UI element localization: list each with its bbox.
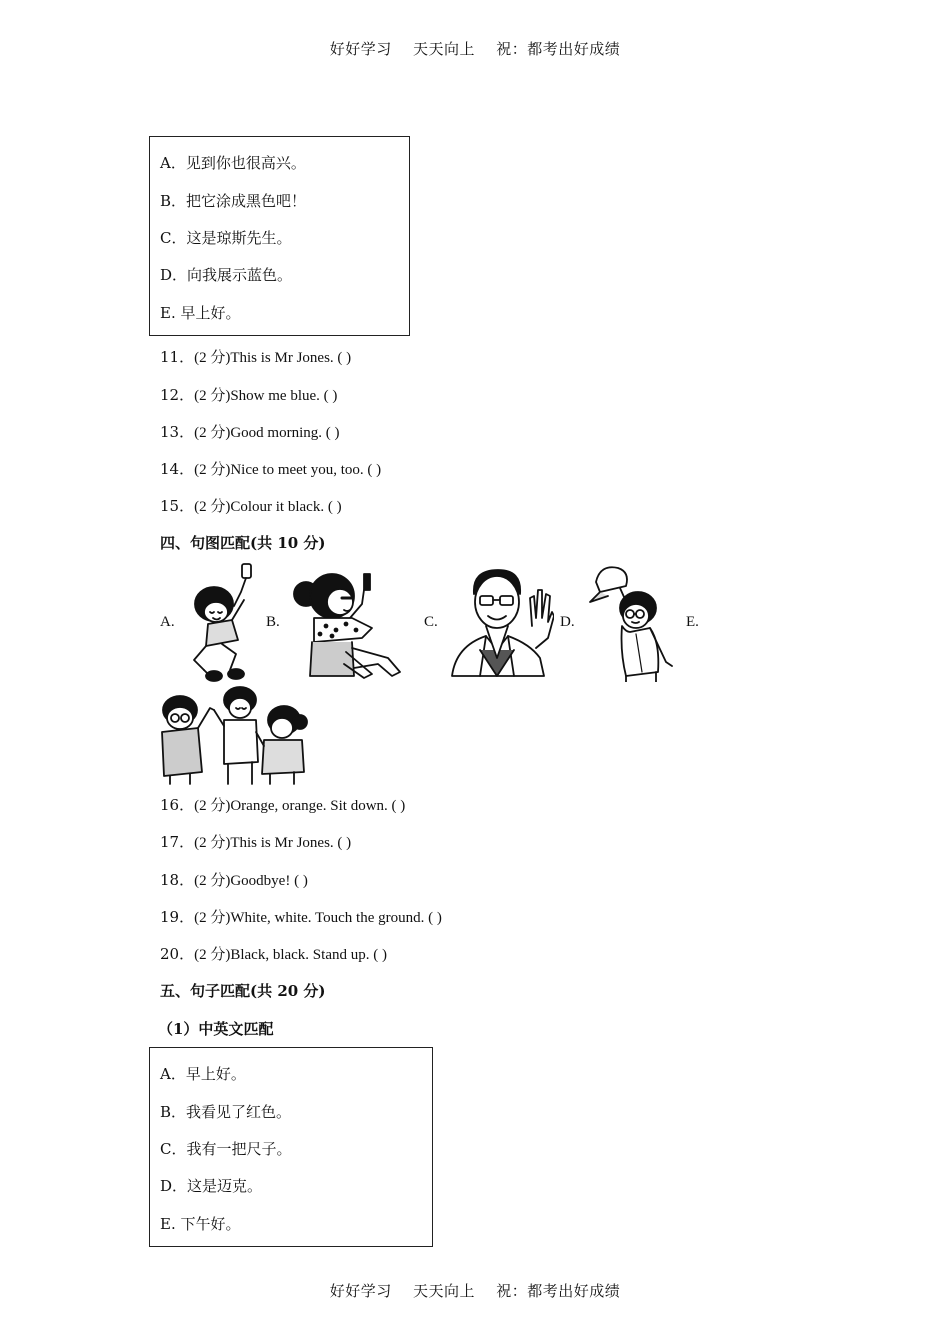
- question-number: 11．: [160, 348, 195, 366]
- option-b: B．把它涂成黑色吧！: [160, 192, 307, 210]
- options-box-2: [149, 1047, 433, 1247]
- question-text: (2 分)Nice to meet you, too. ( ): [194, 462, 382, 478]
- question-text: (2 分)Orange, orange. Sit down. ( ): [194, 798, 406, 814]
- question-text: (2 分)Black, black. Stand up. ( ): [194, 947, 387, 963]
- question-number: 14．: [160, 460, 195, 478]
- girl-lipstick-icon: [292, 568, 406, 680]
- footer-part: 天天向上: [412, 1282, 475, 1300]
- question-number: 13．: [160, 423, 195, 441]
- option-b: B．我看见了红色。: [160, 1103, 292, 1121]
- section-4-title: 四、句图匹配(共 10 分): [160, 534, 326, 552]
- question-number: 12．: [160, 386, 195, 404]
- page-header: [0, 38, 950, 59]
- picture-label-a: A.: [160, 614, 175, 630]
- option-e: E. 早上好。: [160, 304, 241, 322]
- header-part: 天天向上: [412, 40, 475, 58]
- question-text: (2 分)Good morning. ( ): [194, 425, 340, 441]
- option-a: A．早上好。: [160, 1065, 246, 1083]
- question-text: (2 分)Goodbye! ( ): [194, 873, 308, 889]
- question-12: [160, 384, 337, 405]
- question-number: 16．: [160, 796, 195, 814]
- question-20: [160, 943, 387, 964]
- header-part: 祝：都考出好成绩: [496, 40, 621, 58]
- question-number: 19．: [160, 908, 195, 926]
- question-number: 15．: [160, 497, 195, 515]
- question-13: [160, 421, 340, 442]
- header-part: 好好学习: [329, 40, 392, 58]
- question-17: [160, 831, 351, 852]
- question-text: (2 分)This is Mr Jones. ( ): [194, 835, 352, 851]
- question-text: (2 分)Show me blue. ( ): [194, 388, 338, 404]
- picture-label-d: D.: [560, 614, 575, 630]
- question-19: [160, 906, 442, 927]
- question-number: 17．: [160, 833, 195, 851]
- girl-phone-icon: [186, 562, 260, 684]
- picture-label-e: E.: [686, 614, 699, 630]
- page-footer: [0, 1280, 950, 1301]
- question-16: [160, 794, 405, 815]
- kids-group-icon: [158, 686, 308, 786]
- question-15: [160, 495, 342, 516]
- section-5-title: 五、句子匹配(共 20 分): [160, 982, 326, 1000]
- option-c: C．我有一把尺子。: [160, 1140, 292, 1158]
- section-5-subtitle: （1）中英文匹配: [158, 1020, 274, 1038]
- man-waving-icon: [450, 566, 554, 678]
- option-c: C．这是琼斯先生。: [160, 229, 292, 247]
- footer-part: 祝：都考出好成绩: [496, 1282, 621, 1300]
- option-e: E. 下午好。: [160, 1215, 241, 1233]
- picture-label-b: B.: [266, 614, 280, 630]
- question-text: (2 分)Colour it black. ( ): [194, 499, 342, 515]
- question-18: [160, 869, 308, 890]
- picture-label-c: C.: [424, 614, 438, 630]
- question-text: (2 分)This is Mr Jones. ( ): [194, 350, 352, 366]
- option-d: D．这是迈克。: [160, 1177, 263, 1195]
- question-text: (2 分)White, white. Touch the ground. ( ): [194, 910, 442, 926]
- question-number: 18．: [160, 871, 195, 889]
- question-14: [160, 458, 381, 479]
- question-11: [160, 346, 351, 367]
- option-d: D．向我展示蓝色。: [160, 266, 293, 284]
- options-box-1: [149, 136, 410, 336]
- footer-part: 好好学习: [329, 1282, 392, 1300]
- option-a: A．见到你也很高兴。: [160, 154, 306, 172]
- question-number: 20．: [160, 945, 195, 963]
- boy-cap-icon: [586, 562, 680, 682]
